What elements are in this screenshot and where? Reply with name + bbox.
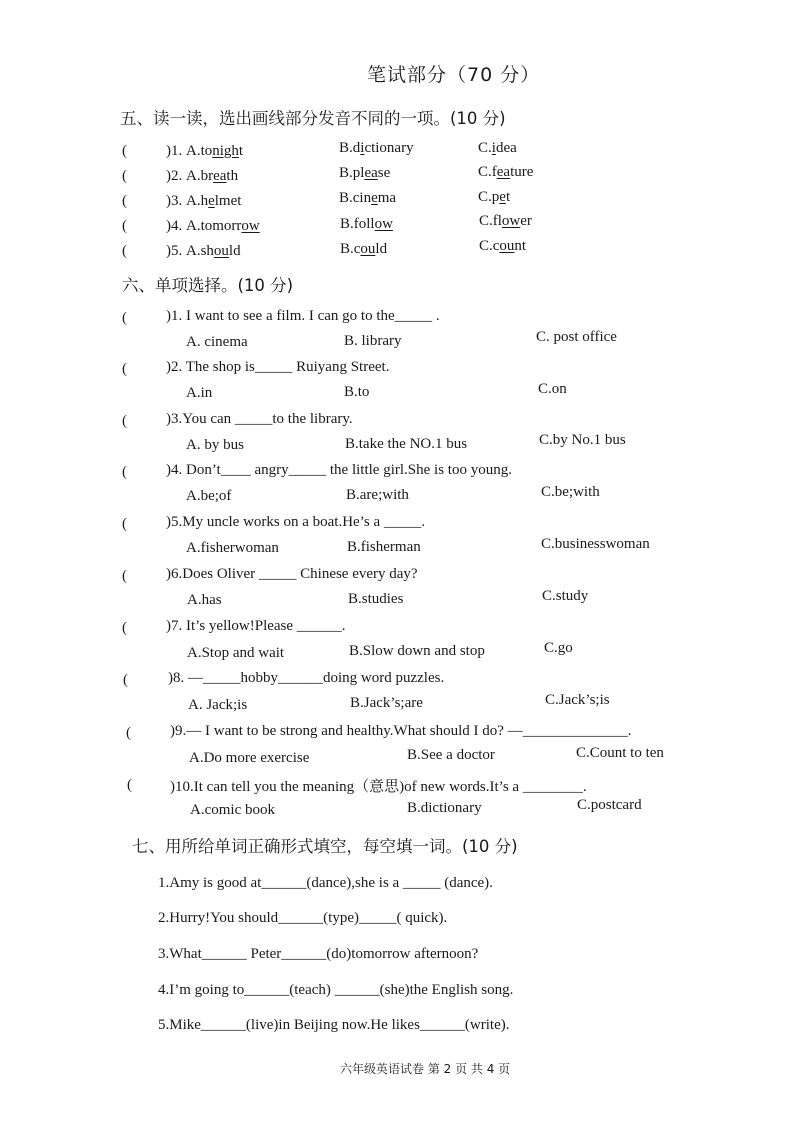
option-c[interactable]: C.pet — [478, 189, 511, 205]
option-a[interactable]: A. by bus — [186, 437, 244, 453]
option-b[interactable]: B.dictionary — [339, 140, 414, 156]
option-c[interactable]: C.Count to ten — [576, 745, 664, 761]
option-c[interactable]: C.Jack’s;is — [545, 692, 610, 708]
option-c[interactable]: C. post office — [536, 329, 617, 345]
option-c[interactable]: C.by No.1 bus — [539, 432, 626, 448]
answer-paren[interactable]: ( — [122, 464, 127, 480]
question-text: )8. —_____hobby______doing word puzzles. — [168, 670, 445, 686]
option-b[interactable]: B.studies — [348, 591, 404, 607]
option-a[interactable]: A. Jack;is — [188, 697, 248, 713]
question-number: )1. — [166, 143, 183, 159]
answer-paren[interactable]: ( — [122, 168, 127, 184]
page-footer: 六年级英语试卷 第 2 页 共 4 页 — [340, 1062, 511, 1076]
option-b[interactable]: B. library — [344, 333, 402, 349]
answer-paren[interactable]: ( — [122, 143, 127, 159]
option-a[interactable]: A.fisherwoman — [186, 540, 279, 556]
option-b[interactable]: B.See a doctor — [407, 747, 495, 763]
option-b[interactable]: B.Jack’s;are — [350, 695, 423, 711]
question-text: )3.You can _____to the library. — [166, 411, 353, 427]
option-a[interactable]: A.helmet — [186, 193, 242, 209]
option-b[interactable]: B.please — [339, 165, 391, 181]
list-item[interactable]: 5.Mike______(live)in Beijing now.He likes______(write). — [158, 1017, 510, 1033]
option-c[interactable]: C.idea — [478, 140, 517, 156]
option-c[interactable]: C.be;with — [541, 484, 600, 500]
option-c[interactable]: C.on — [538, 381, 567, 397]
question-text: )7. It’s yellow!Please ______. — [166, 618, 346, 634]
list-item[interactable]: 1.Amy is good at______(dance),she is a _____ (dance). — [158, 875, 493, 891]
answer-paren[interactable]: ( — [127, 777, 132, 793]
option-c[interactable]: C.postcard — [577, 797, 642, 813]
option-a[interactable]: A.tonight — [186, 143, 244, 159]
option-b[interactable]: B.Slow down and stop — [349, 643, 485, 659]
section-5-heading: 五、读一读，选出画线部分发音不同的一项。(10 分) — [120, 109, 506, 128]
option-b[interactable]: B.could — [340, 241, 388, 257]
option-a[interactable]: A.in — [186, 385, 213, 401]
option-c[interactable]: C.flower — [479, 213, 532, 229]
option-b[interactable]: B.dictionary — [407, 800, 482, 816]
answer-paren[interactable]: ( — [122, 193, 127, 209]
option-a[interactable]: A.Do more exercise — [189, 750, 310, 766]
answer-paren[interactable]: ( — [122, 243, 127, 259]
question-text: )1. I want to see a film. I can go to the_____ . — [166, 308, 440, 324]
answer-paren[interactable]: ( — [123, 672, 128, 688]
question-number: )4. — [166, 218, 183, 234]
question-number: )3. — [166, 193, 183, 209]
answer-paren[interactable]: ( — [122, 310, 127, 326]
option-a[interactable]: A. cinema — [186, 334, 248, 350]
question-text: )2. The shop is_____ Ruiyang Street. — [166, 359, 390, 375]
list-item[interactable]: 2.Hurry!You should______(type)_____( quick). — [158, 910, 448, 926]
option-c[interactable]: C.study — [542, 588, 589, 604]
answer-paren[interactable]: ( — [126, 725, 131, 741]
answer-paren[interactable]: ( — [122, 361, 127, 377]
question-text: )9.— I want to be strong and healthy.What should I do? —______________. — [170, 723, 632, 739]
answer-paren[interactable]: ( — [122, 516, 127, 532]
option-c[interactable]: C.businesswoman — [541, 536, 650, 552]
option-c[interactable]: C.feature — [478, 164, 534, 180]
option-a[interactable]: A.tomorrow — [186, 218, 260, 234]
question-text: )10.It can tell you the meaning（意思)of new words.It’s a ________. — [170, 779, 587, 795]
list-item[interactable]: 3.What______ Peter______(do)tomorrow afternoon? — [158, 946, 479, 962]
list-item[interactable]: 4.I’m going to______(teach) ______(she)the English song. — [158, 982, 514, 998]
option-a[interactable]: A.Stop and wait — [187, 645, 285, 661]
answer-paren[interactable]: ( — [122, 218, 127, 234]
question-number: )5. — [166, 243, 183, 259]
option-b[interactable]: B.to — [344, 384, 370, 400]
option-a[interactable]: A.has — [187, 592, 222, 608]
question-text: )4. Don’t____ angry_____ the little girl.She is too young. — [166, 462, 512, 478]
answer-paren[interactable]: ( — [122, 620, 127, 636]
section-6-heading: 六、单项选择。(10 分) — [122, 276, 294, 295]
option-b[interactable]: B.are;with — [346, 487, 409, 503]
option-c[interactable]: C.count — [479, 238, 527, 254]
option-b[interactable]: B.follow — [340, 216, 393, 232]
option-a[interactable]: A.comic book — [190, 802, 275, 818]
option-a[interactable]: A.breath — [186, 168, 239, 184]
question-number: )2. — [166, 168, 183, 184]
option-a[interactable]: A.should — [186, 243, 241, 259]
option-b[interactable]: B.fisherman — [347, 539, 421, 555]
option-b[interactable]: B.take the NO.1 bus — [345, 436, 468, 452]
answer-paren[interactable]: ( — [122, 568, 127, 584]
question-text: )5.My uncle works on a boat.He’s a _____. — [166, 514, 426, 530]
answer-paren[interactable]: ( — [122, 413, 127, 429]
question-text: )6.Does Oliver _____ Chinese every day? — [166, 566, 418, 582]
section-7-heading: 七、用所给单词正确形式填空，每空填一词。(10 分) — [132, 837, 518, 856]
option-c[interactable]: C.go — [544, 640, 573, 656]
option-b[interactable]: B.cinema — [339, 190, 397, 206]
exam-title: 笔试部分（70 分） — [367, 64, 541, 86]
option-a[interactable]: A.be;of — [186, 488, 232, 504]
